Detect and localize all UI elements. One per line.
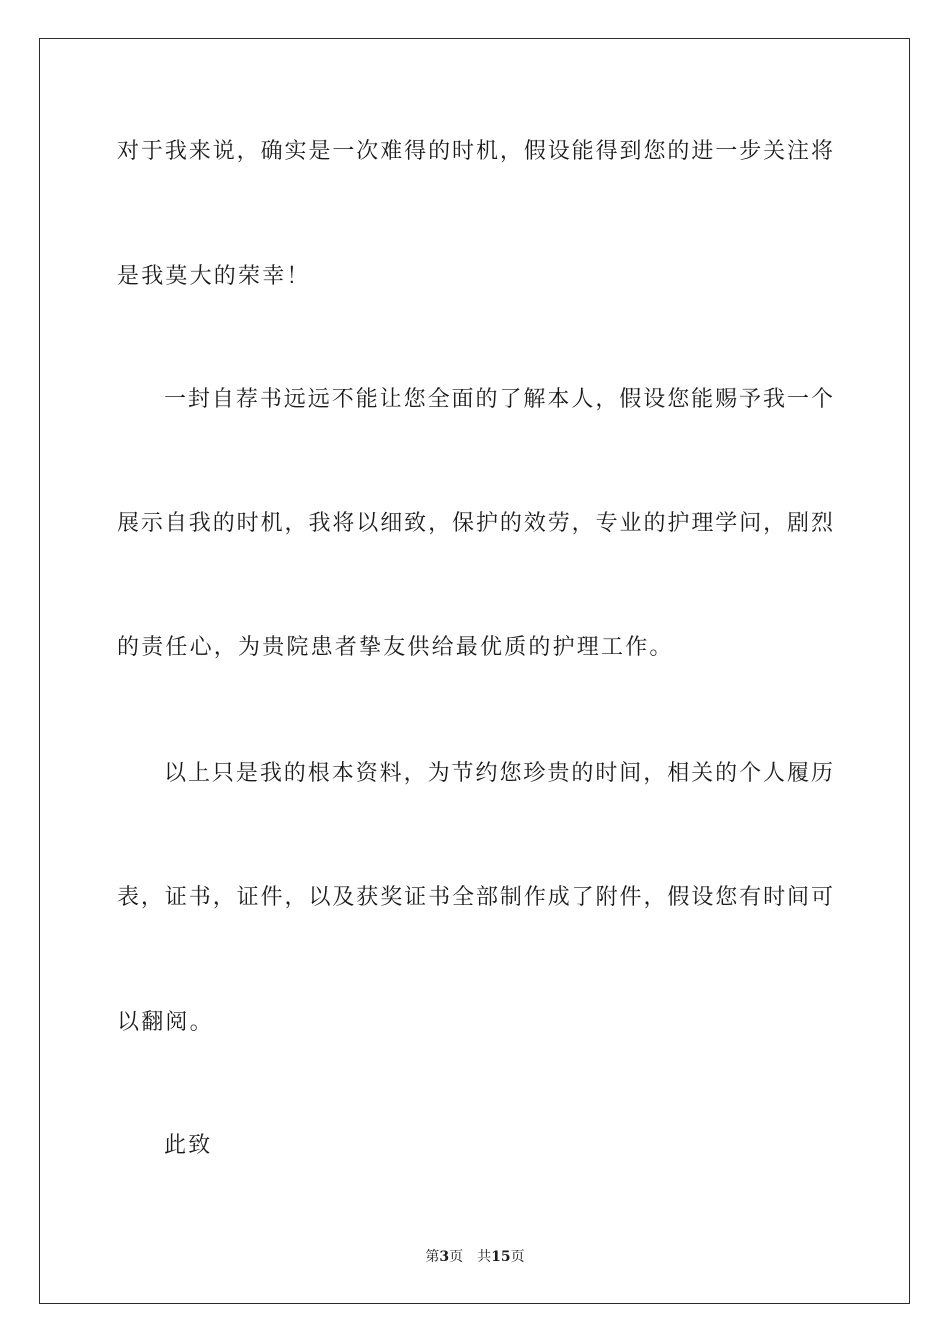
body-line-2: 是我莫大的荣幸！	[117, 264, 311, 289]
body-line-6: 以上只是我的根本资料，为节约您珍贵的时间，相关的个人履历	[164, 761, 833, 786]
body-line-1: 对于我来说，确实是一次难得的时机，假设能得到您的进一步关注将	[117, 139, 833, 164]
body-line-4: 展示自我的时机，我将以细致，保护的效劳，专业的护理学问，剧烈	[117, 511, 833, 536]
closing-salutation: 此致	[164, 1133, 213, 1158]
body-line-3: 一封自荐书远远不能让您全面的了解本人，假设您能赐予我一个	[164, 387, 833, 412]
body-line-8: 以翻阅。	[117, 1010, 214, 1035]
page-footer	[0, 1248, 950, 1266]
body-line-7: 表，证书，证件，以及获奖证书全部制作成了附件，假设您有时间可	[117, 885, 833, 910]
footer-total-pages: 15	[491, 1249, 511, 1265]
page-border	[39, 38, 910, 1304]
footer-page-number: 3	[439, 1249, 450, 1265]
body-line-5: 的责任心，为贵院患者挚友供给最优质的护理工作。	[117, 635, 674, 660]
footer-total-suffix: 页	[510, 1249, 525, 1265]
footer-total-prefix: 共	[477, 1249, 492, 1265]
footer-page-suffix: 页	[449, 1249, 464, 1265]
footer-page-prefix: 第	[425, 1249, 440, 1265]
